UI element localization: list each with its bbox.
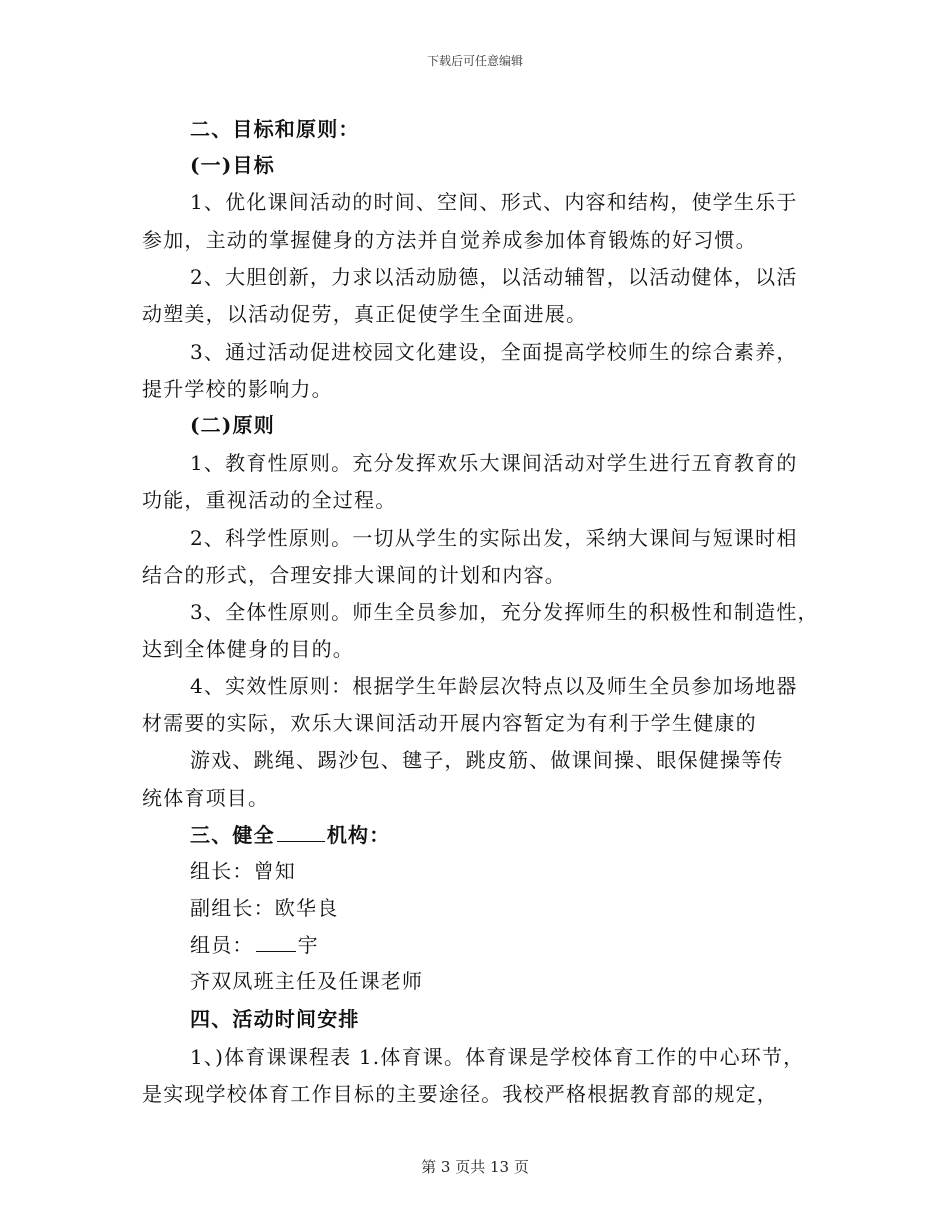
members-line xyxy=(190,932,319,958)
section-title-suffix: 机构： xyxy=(326,823,391,847)
leader-line: 组长：曾知 xyxy=(190,859,296,883)
members-label: 组员： xyxy=(190,933,254,957)
fill-blank-line xyxy=(256,933,296,952)
members-line-2: 齐双凤班主任及任课老师 xyxy=(190,969,424,993)
section-title-goals-principles: 二、目标和原则： xyxy=(190,117,360,141)
page-footer: 第 3 页共 13 页 xyxy=(421,1158,529,1176)
section-title-organization xyxy=(190,822,390,848)
paragraph-line: 2、科学性原则。一切从学生的实际出发，采纳大课间与短课时相 xyxy=(190,526,798,550)
paragraph-line: 材需要的实际，欢乐大课间活动开展内容暂定为有利于学生健康的 xyxy=(142,711,757,735)
subsection-title-principles: (二)原则 xyxy=(190,413,275,437)
section-title-schedule: 四、活动时间安排 xyxy=(190,1007,360,1031)
paragraph-line: 1、)体育课课程表 1.体育课。体育课是学校体育工作的中心环节， xyxy=(190,1045,805,1069)
vice-leader-line: 副组长：欧华良 xyxy=(190,896,339,920)
paragraph-line: 3、通过活动促进校园文化建设，全面提高学校师生的综合素养， xyxy=(190,340,798,364)
paragraph-line: 达到全体健身的目的。 xyxy=(142,637,354,661)
paragraph-line: 功能，重视活动的全过程。 xyxy=(142,488,397,512)
paragraph-line: 3、全体性原则。师生全员参加，充分发挥师生的积极性和制造性， xyxy=(190,600,819,624)
subsection-title-goals: (一)目标 xyxy=(190,153,275,177)
paragraph-line: 1、优化课间活动的时间、空间、形式、内容和结构，使学生乐于 xyxy=(190,190,798,214)
paragraph-line: 结合的形式，合理安排大课间的计划和内容。 xyxy=(142,563,566,587)
paragraph-line: 动塑美，以活动促劳，真正促使学生全面进展。 xyxy=(142,302,588,326)
paragraph-line: 是实现学校体育工作目标的主要途径。我校严格根据教育部的规定， xyxy=(142,1082,778,1106)
members-value: 宇 xyxy=(297,933,319,957)
section-title-prefix: 三、健全 xyxy=(190,823,275,847)
paragraph-line: 1、教育性原则。充分发挥欢乐大课间活动对学生进行五育教育的 xyxy=(190,451,798,475)
paragraph-line: 4、实效性原则：根据学生年龄层次特点以及师生全员参加场地器 xyxy=(190,674,798,698)
paragraph-line: 2、大胆创新，力求以活动励德，以活动辅智，以活动健体，以活 xyxy=(190,265,798,289)
paragraph-line: 参加，主动的掌握健身的方法并自觉养成参加体育锻炼的好习惯。 xyxy=(142,228,757,252)
fill-blank-line xyxy=(277,823,325,842)
paragraph-line: 提升学校的影响力。 xyxy=(142,377,333,401)
paragraph-line: 游戏、跳绳、踢沙包、毽子，跳皮筋、做课间操、眼保健操等传 xyxy=(190,748,784,772)
page-header: 下载后可任意编辑 xyxy=(426,54,523,68)
paragraph-line: 统体育项目。 xyxy=(142,786,270,810)
